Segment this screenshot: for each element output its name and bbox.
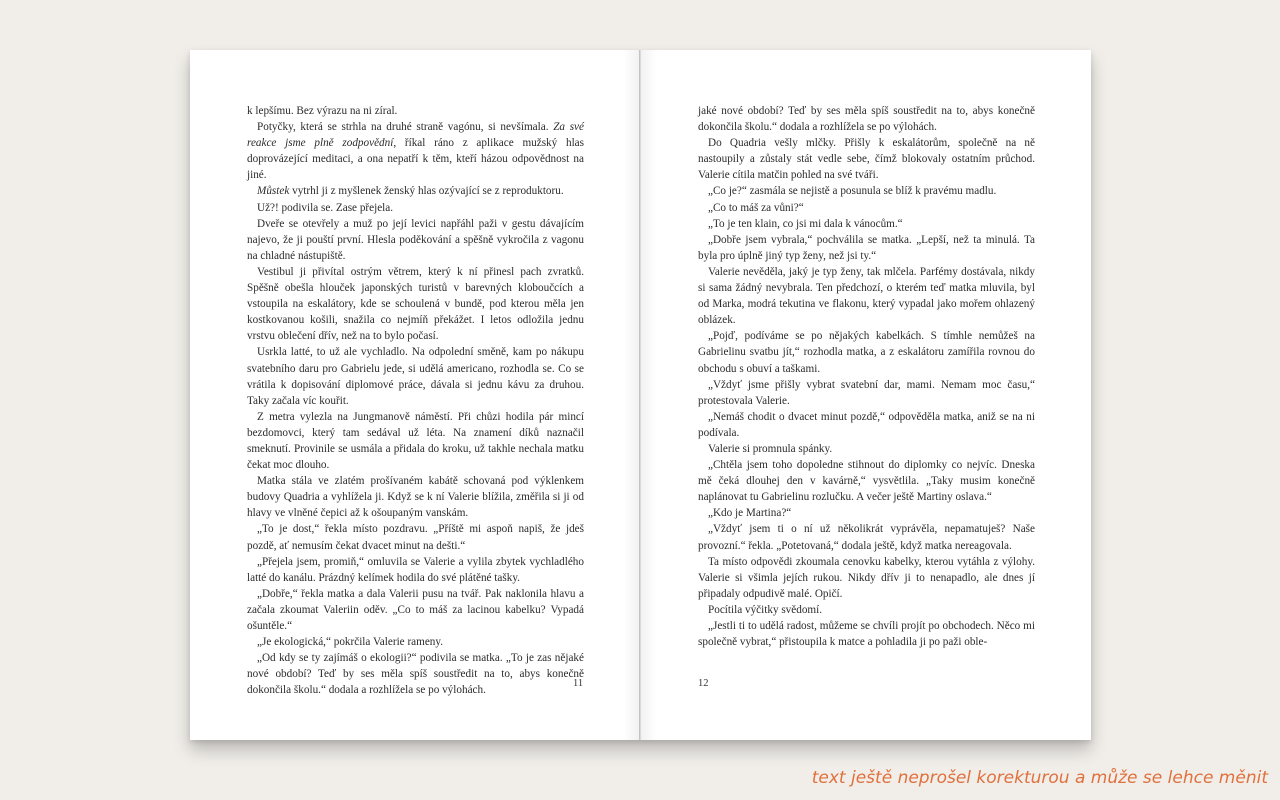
text-segment: „Dobře jsem vybrala,“ pochválila se matka. „Lepší, než ta minulá. Ta byla pro úplně jiný typ ženy, než jsi ty.“ (698, 233, 1035, 262)
right-page (641, 50, 1091, 740)
paragraph (698, 135, 1035, 183)
text-segment: Valerie nevěděla, jaký je typ ženy, tak mlčela. Parfémy dostávala, nikdy si sama žádný nevybrala. Ten předchozí, o kterém teď matka mluvila, byl od Marka, modrá tekutina ve flakonu, který vypadal jako mořem ohlazený oblázek. (698, 265, 1035, 327)
proofreading-disclaimer: text ještě neprošel korekturou a může se lehce měnit (811, 768, 1268, 788)
paragraph (698, 377, 1035, 409)
text-segment: „Přejela jsem, promiň,“ omluvila se Valerie a vylila zbytek vychladlého latté do kanálu. Prázdný kelímek hodila do své plátěné tašky. (247, 555, 584, 584)
paragraph (247, 264, 584, 344)
paragraph (698, 183, 1035, 199)
paragraph (247, 634, 584, 650)
text-segment: Z metra vylezla na Jungmanově náměstí. Při chůzi hodila pár mincí bezdomovci, který tam sedával už léta. Na znamení díků naznačil smeknutí. Provinile se usmála a přidala do kroku, už takhle nechala matku čekat moc dlouho. (247, 410, 584, 472)
text-segment: Už?! podivila se. Zase přejela. (257, 201, 394, 214)
text-segment: Vestibul ji přivítal ostrým větrem, který k ní přinesl pach zvratků. Spěšně obešla hlouček japonských turistů v barevných kloboučcích a vstoupila na eskalátory, kde se schoulená v bundě, pod kterou měla jen kostkovanou košili, snažila co nejmíň překážet. I letos odložila jednu vrstvu oblečení dřív, než na to bylo počasí. (247, 265, 584, 343)
text-segment: Do Quadria vešly mlčky. Přišly k eskalátorům, společně na ně nastoupily a zůstaly stát vedle sebe, čímž blokovaly ostatním průchod. Valerie cítila matčin pohled na své tváři. (698, 137, 1035, 182)
paragraph (247, 183, 584, 199)
text-segment: „Chtěla jsem toho dopoledne stihnout do diplomky co nejvíc. Dneska mě čeká dlouhej den v kavárně,“ vysvětlila. „Taky musim konečně naplánovat tu Gabrielinu rozlučku. A večer ještě Martiny oslava.“ (698, 459, 1035, 504)
paragraph (247, 216, 584, 264)
paragraph (698, 505, 1035, 521)
left-page (190, 50, 639, 740)
text-segment: „Kdo je Martina?“ (708, 507, 792, 520)
text-segment: „Jestli ti to udělá radost, můžeme se chvíli projít po obchodech. Něco mi společně vybrat,“ přistoupila k matce a pohladila ji po paži oble- (698, 620, 1035, 649)
text-segment: jaké nové období? Teď by ses měla spíš soustředit na to, abys konečně dokončila školu.“ dodala a rozhlížela se po výlohách. (698, 105, 1035, 134)
paragraph (247, 344, 584, 408)
paragraph (698, 441, 1035, 457)
page-number-right: 12 (698, 678, 709, 689)
paragraph (698, 264, 1035, 328)
text-segment: „Je ekologická,“ pokrčila Valerie rameny. (257, 636, 444, 649)
text-segment: „To je ten klain, co jsi mi dala k vánocům.“ (708, 217, 903, 230)
text-segment: „Od kdy se ty zajímáš o ekologii?“ podivila se matka. „To je zas nějaké nové období? Teď by ses měla spíš soustředit na to, abys konečně dokončila školu.“ dodala a rozhlížela se po výlohách. (247, 652, 584, 697)
text-segment: Ta místo odpovědi zkoumala cenovku kabelky, kterou vytáhla z výlohy. Valerie si všimla jejích rukou. Nikdy dřív ji to nenapadlo, ale dnes jí připadaly odpudivě malé. Opičí. (698, 555, 1035, 600)
paragraph (698, 602, 1035, 618)
text-segment: „Vždyť jsem ti o ní už několikrát vyprávěla, nepamatuješ? Naše provozní.“ řekla. „Potetovaná,“ dodala ještě, když matka nereagovala. (698, 523, 1035, 552)
paragraph (698, 618, 1035, 650)
text-segment: Potyčky, která se strhla na druhé straně vagónu, si nevšímala. (257, 121, 554, 134)
text-segment: Dveře se otevřely a muž po její levici napřáhl paži v gestu dávajícím najevo, že ji pouští první. Hlesla poděkování a spěšně vykročila z vagonu na chladné nástupiště. (247, 217, 584, 262)
paragraph (247, 521, 584, 553)
text-segment: „Dobře,“ řekla matka a dala Valerii pusu na tvář. Pak naklonila hlavu a začala zkoumat Valeriin oděv. „Co to máš za lacinou kabelku? Vypadá ošuntěle.“ (247, 587, 584, 632)
paragraph (247, 103, 584, 119)
paragraph (698, 103, 1035, 135)
italic-text-segment: Můstek (257, 185, 290, 198)
text-segment: „Vždyť jsme přišly vybrat svatební dar, mami. Nemam moc času,“ protestovala Valerie. (698, 378, 1035, 407)
text-segment: k lepšímu. Bez výrazu na ni zíral. (247, 105, 398, 117)
paragraph (247, 586, 584, 634)
paragraph (698, 554, 1035, 602)
paragraph (698, 328, 1035, 376)
text-segment: Valerie si promnula spánky. (708, 442, 833, 455)
text-segment: „To je dost,“ řekla místo pozdravu. „Příště mi aspoň napiš, že jdeš pozdě, ať nemusím čekat dvacet minut na dešti.“ (247, 523, 584, 552)
text-segment: Matka stála ve zlatém prošívaném kabátě schovaná pod výklenkem budovy Quadria a vyhlížela ji. Když se k ní Valerie blížila, změřila si ji od hlavy ve vlněné čepici až k ošoupaným vanskám. (247, 475, 584, 520)
text-segment: „Nemáš chodit o dvacet minut pozdě,“ odpověděla matka, aniž se na ni podívala. (698, 410, 1035, 439)
italic-text-segment: Za své reakce jsme plně zodpovědní (247, 121, 584, 150)
page-number-left: 11 (573, 678, 584, 689)
paragraph (698, 409, 1035, 441)
paragraph (698, 457, 1035, 505)
text-segment: , říkal ráno z aplikace mužský hlas doprovázející meditaci, a ona nepatří k těm, kteří házou odpovědnost na jiné. (247, 137, 585, 182)
paragraph (247, 473, 584, 521)
paragraph (698, 216, 1035, 232)
paragraph (247, 650, 584, 698)
text-segment: „Co to máš za vůni?“ (708, 201, 804, 214)
paragraph (247, 200, 584, 216)
paragraph (698, 200, 1035, 216)
right-page-text (698, 103, 1035, 650)
paragraph (698, 521, 1035, 553)
text-segment: „Pojď, podíváme se po nějakých kabelkách. S tímhle nemůžeš na Gabrielinu svatbu jít,“ rozhodla matka, a z eskalátoru zamířila rovnou do obchodu s obuví a taškami. (698, 330, 1035, 375)
text-segment: vytrhl ji z myšlenek ženský hlas ozývající se z reproduktoru. (289, 185, 564, 198)
text-segment: Pocítila výčitky svědomí. (708, 603, 823, 616)
paragraph (247, 554, 584, 586)
paragraph (247, 119, 584, 183)
paragraph (247, 409, 584, 473)
text-segment: Usrkla latté, to už ale vychladlo. Na odpolední směně, kam po nákupu svatebního daru pro Gabrielu jede, si udělá americano, rozhodla se. Co se vrátila k dopisování diplomové práce, dávala si jednu kávu za druhou. Taky začala víc kouřit. (247, 346, 584, 407)
paragraph (698, 232, 1035, 264)
text-segment: „Co je?“ zasmála se nejistě a posunula se blíž k pravému madlu. (708, 185, 997, 198)
left-page-text (247, 103, 584, 698)
open-book (190, 50, 1091, 740)
